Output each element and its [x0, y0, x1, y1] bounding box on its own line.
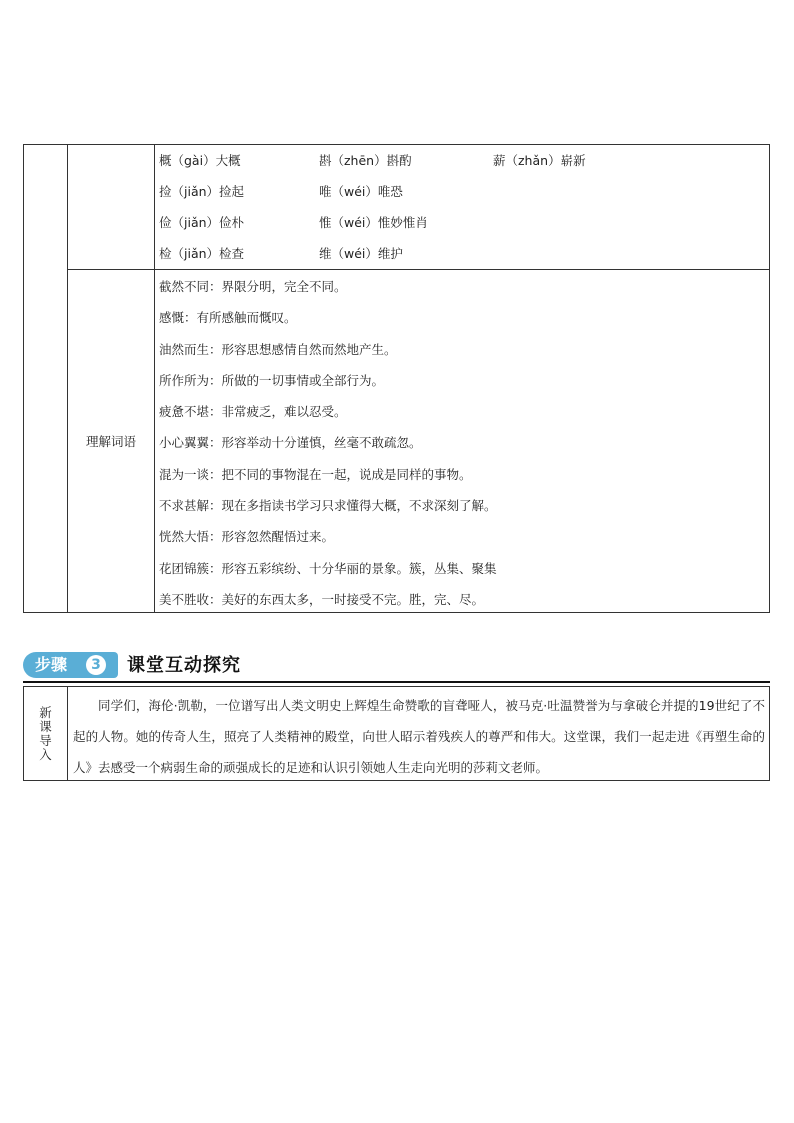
words-cell — [155, 270, 769, 612]
vocabulary-table — [23, 144, 770, 613]
word-definition: 不求甚解：现在多指读书学习只求懂得大概，不求深刻了解。 — [159, 498, 497, 514]
character-entry: 薪（zhǎn）崭新 — [493, 153, 586, 168]
character-entry: 概（gài）大概 — [159, 153, 241, 168]
character-entry: 维（wéi）维护 — [319, 246, 403, 261]
character-entry: 唯（wéi）唯恐 — [319, 184, 403, 199]
section-label-cell — [24, 145, 68, 612]
characters-label-cell — [68, 145, 155, 270]
intro-label: 新课导入 — [39, 704, 52, 762]
word-definition: 美不胜收：美好的东西太多，一时接受不完。胜，完、尽。 — [159, 591, 485, 607]
words-label-cell — [68, 270, 155, 612]
step-number-circle: 3 — [86, 655, 106, 675]
word-definition: 疲惫不堪：非常疲乏，难以忍受。 — [159, 404, 347, 420]
section-divider — [23, 681, 770, 683]
word-definition: 截然不同：界限分明，完全不同。 — [159, 279, 347, 294]
character-entry: 捡（jiǎn）捡起 — [159, 184, 245, 199]
word-definition: 小心翼翼：形容举动十分谨慎，丝毫不敢疏忽。 — [159, 435, 422, 451]
character-entry: 惟（wéi）惟妙惟肖 — [319, 215, 428, 230]
intro-paragraph: 同学们，海伦·凯勒，一位谱写出人类文明史上辉煌生命赞歌的盲聋哑人，被马克·吐温赞誉为与拿破仑并提的19世纪了不起的人物。她的传奇人生，照亮了人类精神的殿堂，向世人昭示着残疾人的尊严和伟大。这堂课，我们一起走进《再塑生命的人》去感受一个病弱生命的顽强成长的足迹和认识引领她人生走向光明的莎莉文老师。 — [73, 698, 765, 775]
word-definition: 所作所为：所做的一切事情或全部行为。 — [159, 372, 385, 388]
section-title: 课堂互动探究 — [127, 655, 241, 676]
step-badge-text: 步骤 — [35, 655, 68, 674]
word-definition: 混为一谈：把不同的事物混在一起，说成是同样的事物。 — [159, 466, 472, 482]
character-entry: 俭（jiǎn）俭朴 — [159, 215, 245, 230]
words-label: 理解词语 — [85, 434, 136, 449]
word-definition-list — [159, 271, 497, 615]
word-definition: 恍然大悟：形容忽然醒悟过来。 — [159, 529, 335, 545]
step-badge — [23, 652, 118, 678]
lesson-intro-table — [23, 686, 770, 781]
word-definition: 花团锦簇：形容五彩缤纷、十分华丽的景象。簇，丛集、聚集 — [159, 560, 497, 576]
intro-text-cell — [68, 687, 769, 780]
characters-cell — [155, 145, 769, 270]
intro-label-cell — [24, 687, 68, 780]
word-definition: 感慨：有所感触而慨叹。 — [159, 310, 297, 326]
character-entry: 检（jiǎn）检查 — [159, 246, 245, 261]
character-entry: 斟（zhēn）斟酌 — [319, 153, 412, 168]
word-definition: 油然而生：形容思想感情自然而然地产生。 — [159, 341, 397, 357]
